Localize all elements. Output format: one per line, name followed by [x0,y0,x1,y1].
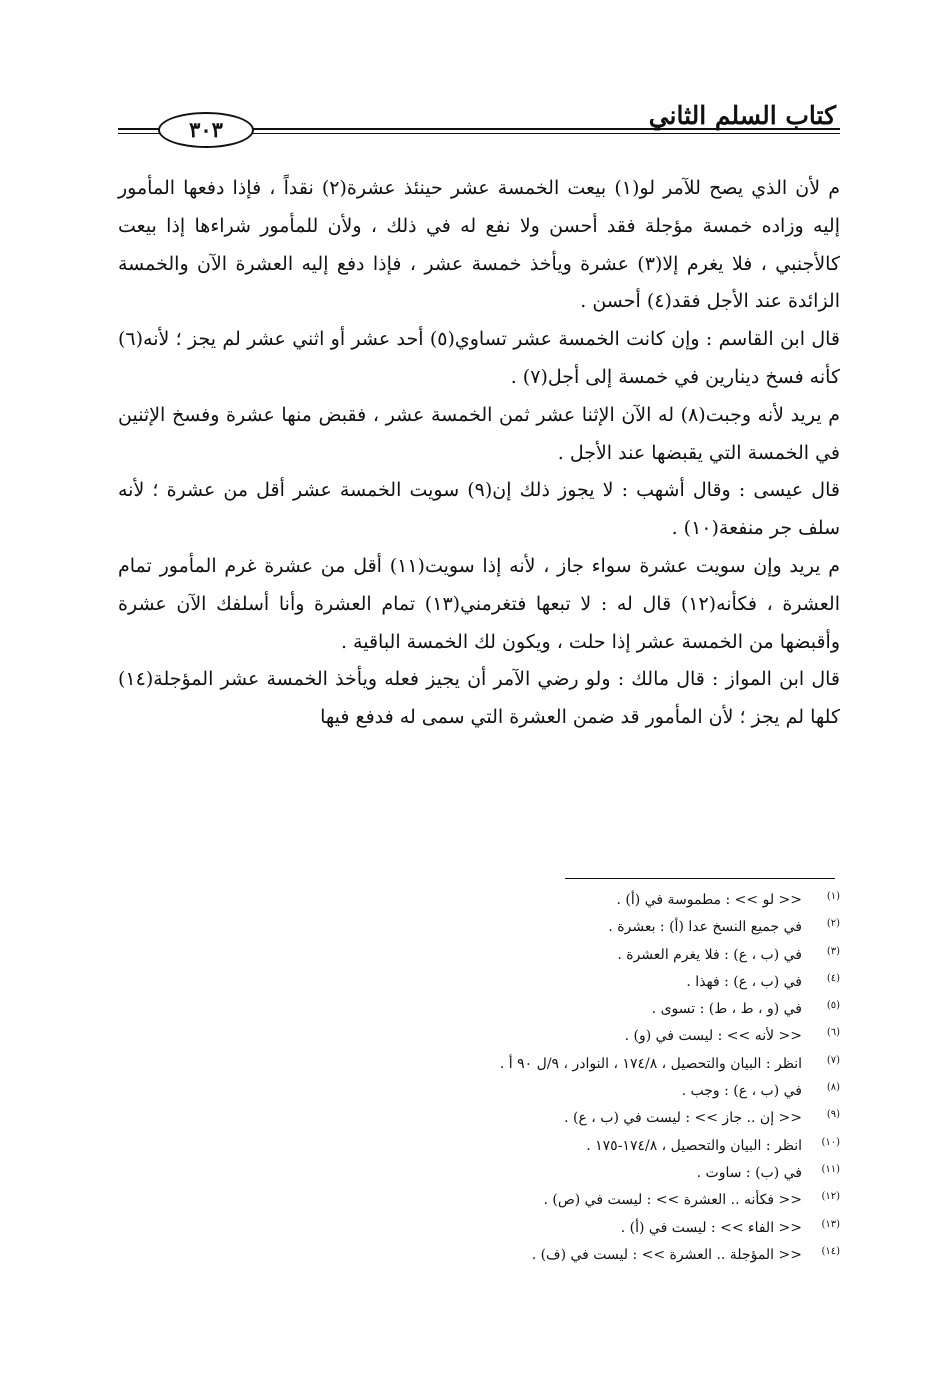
footnote [300,992,840,1019]
footnote-number: (٨) [826,1082,840,1094]
footnote-number: (٣) [826,945,840,957]
paragraph: م لأن الذي يصح للآمر لو(١) بيعت الخمسة عشر حينئذ عشرة(٢) نقداً ، فإذا دفعها المأمور إليه وزاده خمسة مؤجلة فقد أحسن ولا نفع له في ذلك ، ولأن للمأمور شراءها إذا بيعت كالأجنبي ، فلا يغرم إلا(٣) عشرة ويأخذ خمسة عشر ، فإذا دفع إليه العشرة الآن والخمسة الزائدة عند الأجل فقد(٤) أحسن . [118,177,840,313]
footnote-text: في (ب) : ساوت . [696,1164,802,1181]
footnote-number: (١) [826,891,840,902]
paragraph: قال ابن المواز : قال مالك : ولو رضي الآمر أن يجيز فعله ويأخذ الخمسة عشر المؤجلة(١٤) كلها لم يجز ؛ لأن المأمور قد ضمن العشرة التي سمى له فدفع فيها [118,668,840,729]
footnote-text: << لو >> : مطموسة في (أ) . [616,892,802,908]
footnote [300,883,840,910]
footnote-text: << لأنه >> : ليست في (و) . [624,1028,802,1045]
footnote-number: (١١) [821,1163,840,1175]
book-title: كتاب السلم الثاني [648,101,836,130]
footnote-number: (٦) [826,1027,840,1039]
footnote-text: << المؤجلة .. العشرة >> : ليست في (ف) . [531,1246,802,1263]
footnote-text: << الفاء >> : ليست في (أ) . [620,1219,802,1236]
footnotes [300,883,840,1265]
footnote [300,1019,840,1046]
footnote [300,965,840,992]
footnote-number: (٧) [826,1054,840,1066]
footnote-text: << فكأنه .. العشرة >> : ليست في (ص) . [543,1192,802,1209]
main-text [118,170,840,737]
footnote-number: (١٤) [821,1245,840,1257]
footnote-number: (٢) [826,918,840,930]
footnote [300,1129,840,1156]
footnote-text: في (ب ، ع) : فلا يغرم العشرة . [617,946,802,963]
footnote-number: (١٣) [821,1218,840,1230]
page-number: ٣٠٣ [158,112,254,148]
footnote-text: في (ب ، ع) : وجب . [681,1083,802,1100]
footnote-text: انظر : البيان والتحصيل ، ١٧٤/٨ ، النوادر ، ٩/ل ٩٠ أ . [499,1055,802,1072]
footnote [300,938,840,965]
footnote-number: (١٠) [821,1136,840,1148]
paragraph: م يريد لأنه وجبت(٨) له الآن الإثنا عشر ثمن الخمسة عشر ، فقبض منها عشرة وفسخ الإثنين في الخمسة التي يقبضها عند الأجل . [118,403,841,464]
footnote-number: (٤) [826,972,840,984]
page-header [118,95,840,145]
footnote-number: (٩) [826,1109,840,1121]
footnote-divider [565,878,835,879]
footnote [300,1238,840,1265]
paragraph: قال عيسى : وقال أشهب : لا يجوز ذلك إن(٩) سويت الخمسة عشر أقل من عشرة ؛ لأنه سلف جر منفعة(١٠) . [118,479,840,540]
footnote-number: (١٢) [821,1191,840,1203]
footnote-text: << إن .. جاز >> : ليست في (ب ، ع) . [564,1110,802,1127]
footnote-text: في (و ، ط ، ط) : تسوى . [651,1001,802,1018]
paragraph: قال ابن القاسم : وإن كانت الخمسة عشر تساوي(٥) أحد عشر أو اثني عشر لم يجز ؛ لأنه(٦) كأنه فسخ دينارين في خمسة إلى أجل(٧) . [118,328,840,388]
footnote [300,910,840,937]
footnote [300,1183,840,1210]
footnote-number: (٥) [826,1000,840,1012]
footnote-text: في جميع النسخ عدا (أ) : بعشرة . [608,919,802,936]
footnote-text: انظر : البيان والتحصيل ، ١٧٤/٨-١٧٥ . [586,1137,802,1154]
paragraph: م يريد وإن سويت عشرة سواء جاز ، لأنه إذا سويت(١١) أقل من عشرة غرم المأمور تمام العشرة ، فكأنه(١٢) قال له : لا تبعها فتغرمني(١٣) تمام العشرة وأنا أسلفك الآن عشرة وأقبضها من الخمسة عشر إذا حلت ، ويكون لك الخمسة الباقية . [118,554,840,653]
footnote [300,1211,840,1238]
footnote [300,1156,840,1183]
footnote [300,1074,840,1101]
footnote [300,1047,840,1074]
footnote-text: في (ب ، ع) : فهذا . [686,973,802,990]
footnote [300,1101,840,1128]
